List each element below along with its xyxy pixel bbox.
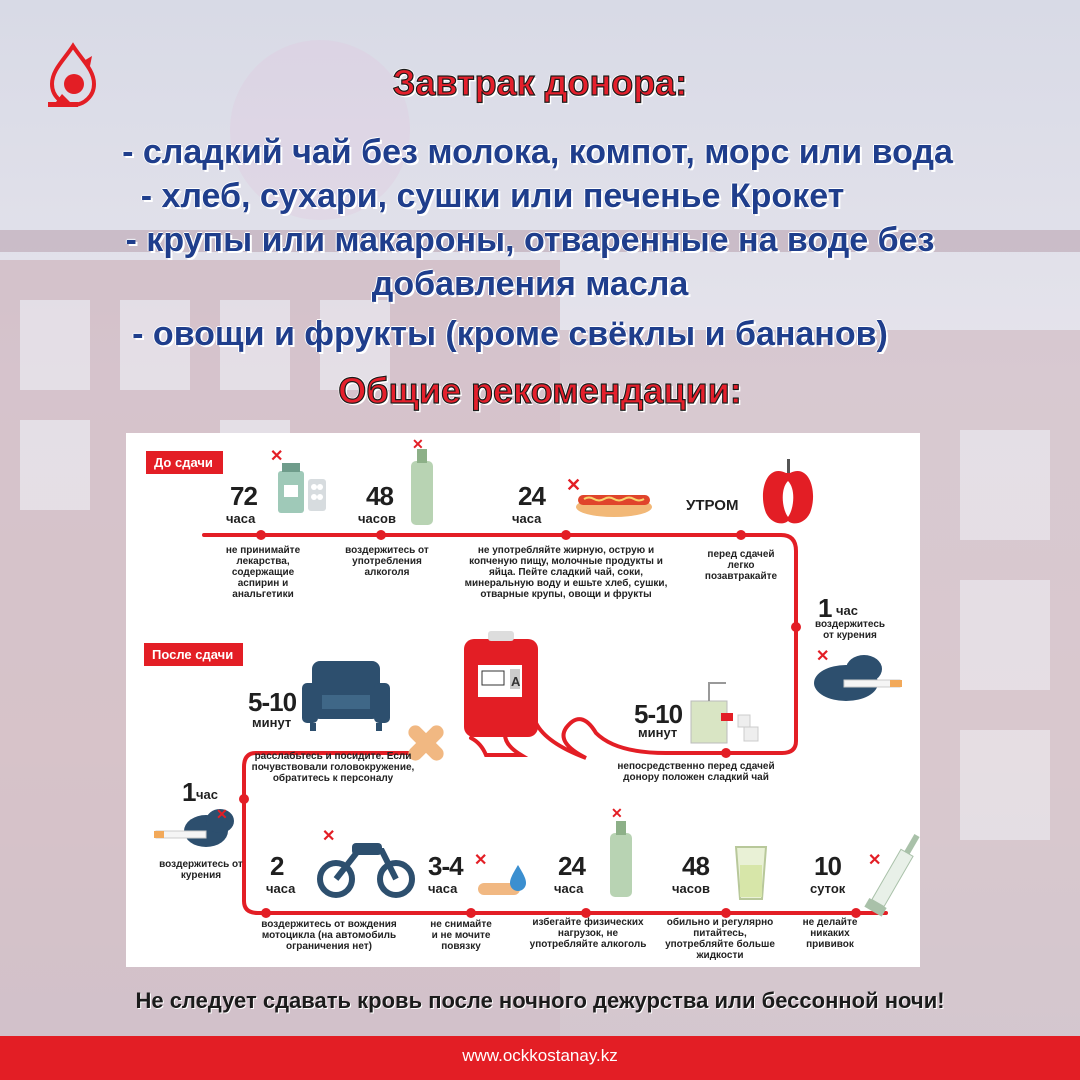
step-unit: часа [428, 881, 458, 896]
step-unit: час [196, 787, 219, 802]
pills-icon [308, 479, 326, 511]
step-text: не делайте никаких прививок [802, 917, 858, 950]
blood-bag-icon [464, 631, 538, 737]
step-text: обильно и регулярно питайтесь, употребляйте больше жидкости [665, 917, 775, 961]
blood-bag-letter: A [511, 674, 521, 689]
step-text: непосредственно перед сдачей донору положен сладкий чай [617, 761, 775, 783]
step-text: не употребляйте жирную, острую и копченую пищу, молочные продукты и яйца. Пейте сладкий чай, соки, минеральную воду и ешьте хлеб, сушки, отварные крупы, овощи и фрукты [464, 545, 668, 600]
step-unit: минут [252, 715, 292, 730]
step-number: 1 [818, 593, 832, 623]
footer-url[interactable]: www.ockkostanay.kz [462, 1046, 618, 1065]
warning-text: Не следует сдавать кровь после ночного дежурства или бессонной ночи! [135, 988, 945, 1013]
step-text: воздержитесь от вождения мотоцикла (на автомобиль ограничения нет) [261, 919, 397, 952]
cross-icon: ✕ [270, 448, 284, 465]
step-unit: суток [810, 881, 846, 896]
glass-icon [736, 847, 766, 899]
list-item: - сладкий чай без молока, компот, морс или вода [122, 133, 953, 171]
step-unit: часа [226, 511, 256, 526]
step-unit: часов [358, 511, 396, 526]
step-number: 5-10 [634, 699, 683, 729]
step-number: 72 [230, 481, 257, 511]
step-unit: часа [266, 881, 296, 896]
breakfast-list [0, 130, 1080, 356]
step-text: расслабьтесь и посидите. Если почувствовали головокружение, обратитесь к персоналу [251, 751, 415, 784]
syringe-icon [864, 830, 920, 916]
bottle-icon [278, 463, 304, 513]
step-unit: минут [638, 725, 678, 740]
step-unit: часов [672, 881, 710, 896]
cross-icon: ✕ [412, 436, 424, 452]
step-number: 10 [814, 851, 841, 881]
step-unit: час [836, 603, 859, 618]
step-text: воздержитесь от курения [159, 859, 243, 881]
step-number: 5-10 [248, 687, 297, 717]
step-unit: часа [554, 881, 584, 896]
step-text: не принимайте лекарства, содержащие аспирин и анальгетики [225, 545, 301, 600]
hotdog-icon [576, 495, 652, 517]
step-number: 24 [518, 481, 545, 511]
list-item: добавления масла [371, 265, 689, 303]
footer-bar [0, 1036, 1080, 1080]
list-item: - крупы или макароны, отваренные на воде без [125, 221, 935, 259]
cross-icon: ✕ [868, 852, 882, 869]
tea-icon [691, 683, 758, 743]
water-drop-icon [510, 865, 526, 891]
before-label: До сдачи [146, 451, 223, 474]
step-text: избегайте физических нагрузок, не употребляйте алкоголь [529, 917, 647, 950]
bottle-icon [411, 449, 433, 525]
step-text: не снимайте и не мочите повязку [430, 919, 492, 952]
cross-icon: ✕ [816, 648, 830, 665]
motorcycle-icon [320, 843, 412, 895]
step-number: УТРОМ [686, 497, 739, 514]
cross-icon: ✕ [474, 852, 488, 869]
apple-icon [763, 459, 813, 523]
after-label: После сдачи [144, 643, 243, 666]
breakfast-title: Завтрак донора: [392, 62, 688, 103]
step-number: 48 [682, 851, 709, 881]
cross-icon: ✕ [611, 805, 623, 821]
donor-infographic [126, 433, 920, 967]
list-item: - хлеб, сухари, сушки или печенье Крокет [140, 177, 845, 215]
recommendations-title: Общие рекомендации: [338, 370, 742, 411]
step-text: воздержитесь от курения [814, 619, 886, 641]
step-unit: часа [512, 511, 542, 526]
bottle-icon [610, 821, 632, 897]
step-text: воздержитесь от употребления алкоголя [345, 545, 429, 578]
step-number: 24 [558, 851, 585, 881]
step-number: 3-4 [428, 851, 463, 881]
cross-icon: ✕ [322, 828, 336, 845]
list-item: - овощи и фрукты (кроме свёклы и бананов) [132, 315, 888, 353]
armchair-icon [302, 661, 390, 731]
step-number: 48 [366, 481, 393, 511]
step-number: 1 [182, 777, 196, 807]
step-text: перед сдачей легко позавтракайте [704, 549, 778, 582]
cross-icon: ✕ [566, 475, 582, 495]
step-number: 2 [270, 851, 284, 881]
cross-icon: ✕ [216, 806, 228, 822]
